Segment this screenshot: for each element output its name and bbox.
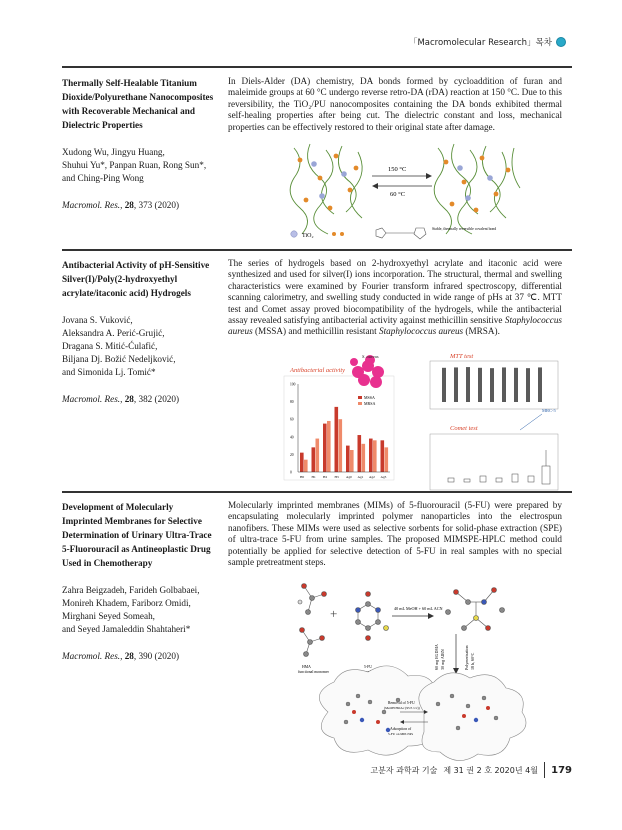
bar — [304, 460, 308, 472]
article-abstract: Molecularly imprinted membranes (MIMs) of 5-fluorouracil (5-FU) were prepared by encapsulating molecularly imprinted polymer nanoparticles into the electrospun nanofibers. These MIMs were used as selective sorbents for solid-phase extraction (SPE) of ultra-trace 5-FU from urine samples. The proposed MIMSPE-HPLC method could potentially be applied for selective detection of 5-FU in real samples with no special sample pretreatment steps. — [228, 500, 562, 568]
removal-sub-label: (MeOH:HOAc (95:5 v/v)) — [384, 706, 420, 710]
article-3 — [62, 500, 562, 760]
mtt-bar — [502, 367, 506, 402]
comet-title: Comet test — [450, 425, 478, 432]
divider — [62, 491, 572, 493]
article-citation: Macromol. Res., 28, 373 (2020) — [62, 200, 180, 210]
section-header — [409, 36, 566, 48]
mtt-bar — [514, 368, 518, 402]
article-citation: Macromol. Res., 28, 390 (2020) — [62, 651, 180, 661]
template-label: 5-FU — [364, 665, 373, 669]
plus-icon: + — [330, 606, 338, 621]
mtt-bar — [526, 368, 530, 402]
legend-mrsa: MRSA — [364, 401, 376, 406]
mtt-bar — [478, 368, 482, 402]
article-abstract: In Diels-Alder (DA) chemistry, DA bonds formed by cycloaddition of furan and maleimide groups at 60 °C undergo reverse retro-DA (rDA) reaction at 150 °C. Due to this reversibility, the TiO₂/PU nanocomposites containing the DA bonds exhibited thermal self-healing properties after being cut. The dielectric constant and loss, mechanical properties can be effectively restored to their original state after damage. — [228, 76, 562, 132]
article-authors: Jovana S. Vuković, Aleksandra A. Perić-Grujić, Dragana S. Mitić-Ćulafić, Biljana Dj. Božić Nedeljković, and Simonida Lj. Tomić* — [62, 315, 176, 377]
y-tick-label: 60 — [290, 417, 294, 422]
tio2-particle-icon — [291, 231, 297, 237]
bar — [385, 447, 389, 472]
mtt-bar — [538, 367, 542, 402]
bar — [346, 446, 350, 472]
y-tick-label: 100 — [290, 382, 296, 387]
polymer-cloud — [419, 673, 526, 761]
bar — [369, 439, 373, 472]
step-aibn: 30 mg AIBN — [440, 649, 445, 670]
x-tick-label: H1 — [311, 475, 316, 479]
bar — [335, 407, 339, 472]
x-tick-label: H2 — [323, 475, 328, 479]
bar — [339, 419, 343, 472]
article-authors: Xudong Wu, Jingyu Huang, Shuhui Yu*, Panpan Ruan, Rong Sun*, and Ching-Ping Wong — [62, 147, 207, 183]
bar — [327, 421, 331, 472]
temp-low-label: 60 °C — [390, 191, 406, 198]
bar — [316, 439, 320, 472]
antibacterial-figure — [280, 350, 562, 492]
y-tick-label: 0 — [290, 470, 292, 475]
step-polymerization: Polymerization — [464, 645, 469, 670]
reaction-label: 40 mL MeOH + 60 mL ACN — [394, 606, 443, 611]
mtt-bar — [490, 368, 494, 402]
bond-note: Stable, thermally reversible covalent bond — [432, 227, 497, 231]
article-1 — [62, 76, 562, 244]
bar — [350, 450, 354, 472]
adsorption-label: Adsorption of — [390, 727, 412, 731]
x-tick-label: Ag2 — [369, 475, 375, 479]
mim-synthesis-figure — [288, 572, 538, 764]
section-title: 「Macromolecular Research」목차 — [408, 38, 552, 48]
template-molecule-icon — [356, 592, 389, 641]
mtt-title: MTT test — [450, 353, 474, 360]
article-citation: Macromol. Res., 28, 382 (2020) — [62, 394, 180, 404]
page-number: 179 — [551, 764, 572, 776]
article-title[interactable]: Development of Molecularly Imprinted Membranes for Selective Determination of Urinary Ultra-Trace 5-Fluorouracil as Antineoplastic Drug Used in Chemotherapy — [62, 502, 212, 568]
x-tick-label: Ag0 — [346, 475, 352, 479]
s-aureus-label: S. aureus — [362, 354, 379, 359]
page-footer — [370, 762, 572, 778]
bar — [300, 453, 304, 472]
arrow-right-icon — [428, 613, 434, 619]
bar — [373, 440, 377, 472]
bar — [381, 440, 385, 472]
healing-scheme-figure — [286, 138, 526, 248]
complex-molecule-icon — [446, 588, 505, 631]
bullet-icon — [556, 37, 566, 47]
footer-journal: 고분자 과학과 기술 — [370, 765, 438, 775]
mrc5-label: MRC-5 — [542, 408, 556, 413]
tio2-label: TiO₂ — [302, 233, 314, 239]
footer-issue: 제 31 권 2 호 2020년 4월 — [443, 765, 538, 775]
x-tick-label: Ag1 — [357, 475, 364, 479]
footer-divider — [544, 762, 545, 778]
monomer-molecule-icon — [300, 628, 325, 657]
temp-high-label: 150 °C — [388, 166, 407, 173]
y-tick-label: 40 — [290, 435, 294, 440]
legend-mssa: MSSA — [364, 395, 375, 400]
article-title[interactable]: Thermally Self-Healable Titanium Dioxide/Polyurethane Nanocomposites with Recoverable Mechanical and Dielectric Properties — [62, 78, 214, 130]
bar — [312, 447, 316, 472]
article-2 — [62, 258, 562, 486]
mtt-bar — [466, 367, 470, 402]
mtt-bar — [442, 368, 446, 402]
x-tick-label: H0 — [300, 475, 305, 479]
x-tick-label: Ag3 — [380, 475, 387, 479]
antibacterial-title: Antibacterial activity — [290, 367, 346, 374]
bar — [362, 444, 366, 472]
y-tick-label: 80 — [290, 400, 294, 405]
article-title[interactable]: Antibacterial Activity of pH-Sensitive Silver(I)/Poly(2-hydroxyethyl acrylate/itaconic acid) Hydrogels — [62, 260, 210, 298]
divider — [62, 66, 572, 68]
y-tick-label: 20 — [290, 452, 294, 457]
step-conditions: 18 h, 60°C — [470, 652, 475, 670]
step-egdma: 60 mg EGDMA — [434, 644, 439, 670]
removal-label: Removal of 5-FU — [388, 701, 415, 705]
monomer-molecule-icon — [298, 584, 327, 615]
mtt-bar — [454, 367, 458, 402]
divider — [62, 249, 572, 251]
bar — [358, 435, 362, 472]
monomer-label: HMA functional monomer — [298, 665, 329, 674]
article-authors: Zahra Beigzadeh, Farideh Golbabaei, Monireh Khadem, Fariborz Omidi, Mirghani Seyed Someah, and Seyed Jamaleddin Shahtaheri* — [62, 585, 200, 634]
bar — [323, 424, 327, 472]
article-abstract: The series of hydrogels based on 2-hydroxyethyl acrylate and itaconic acid were synthesized and used for silver(I) ions incorporation. The structural, thermal and swelling characteristics were examined by Fourier transform infrared spectroscopy, differential scanning calorimetry, and swelling study conducted in wide range of pHs at 37 ℃. MTT test and Comet assay proved biocompatibility of the hydrogels, while the antibacterial assay revealed satisfying antibacterial activity against methicillin sensitive Staphylococcus aureus (MSSA) and methicillin resistant Staphylococcus aureus (MRSA). — [228, 258, 562, 337]
x-tick-label: H3 — [334, 475, 339, 479]
adsorption-sub-label: 5-FU on MIP-NPs — [388, 732, 414, 736]
